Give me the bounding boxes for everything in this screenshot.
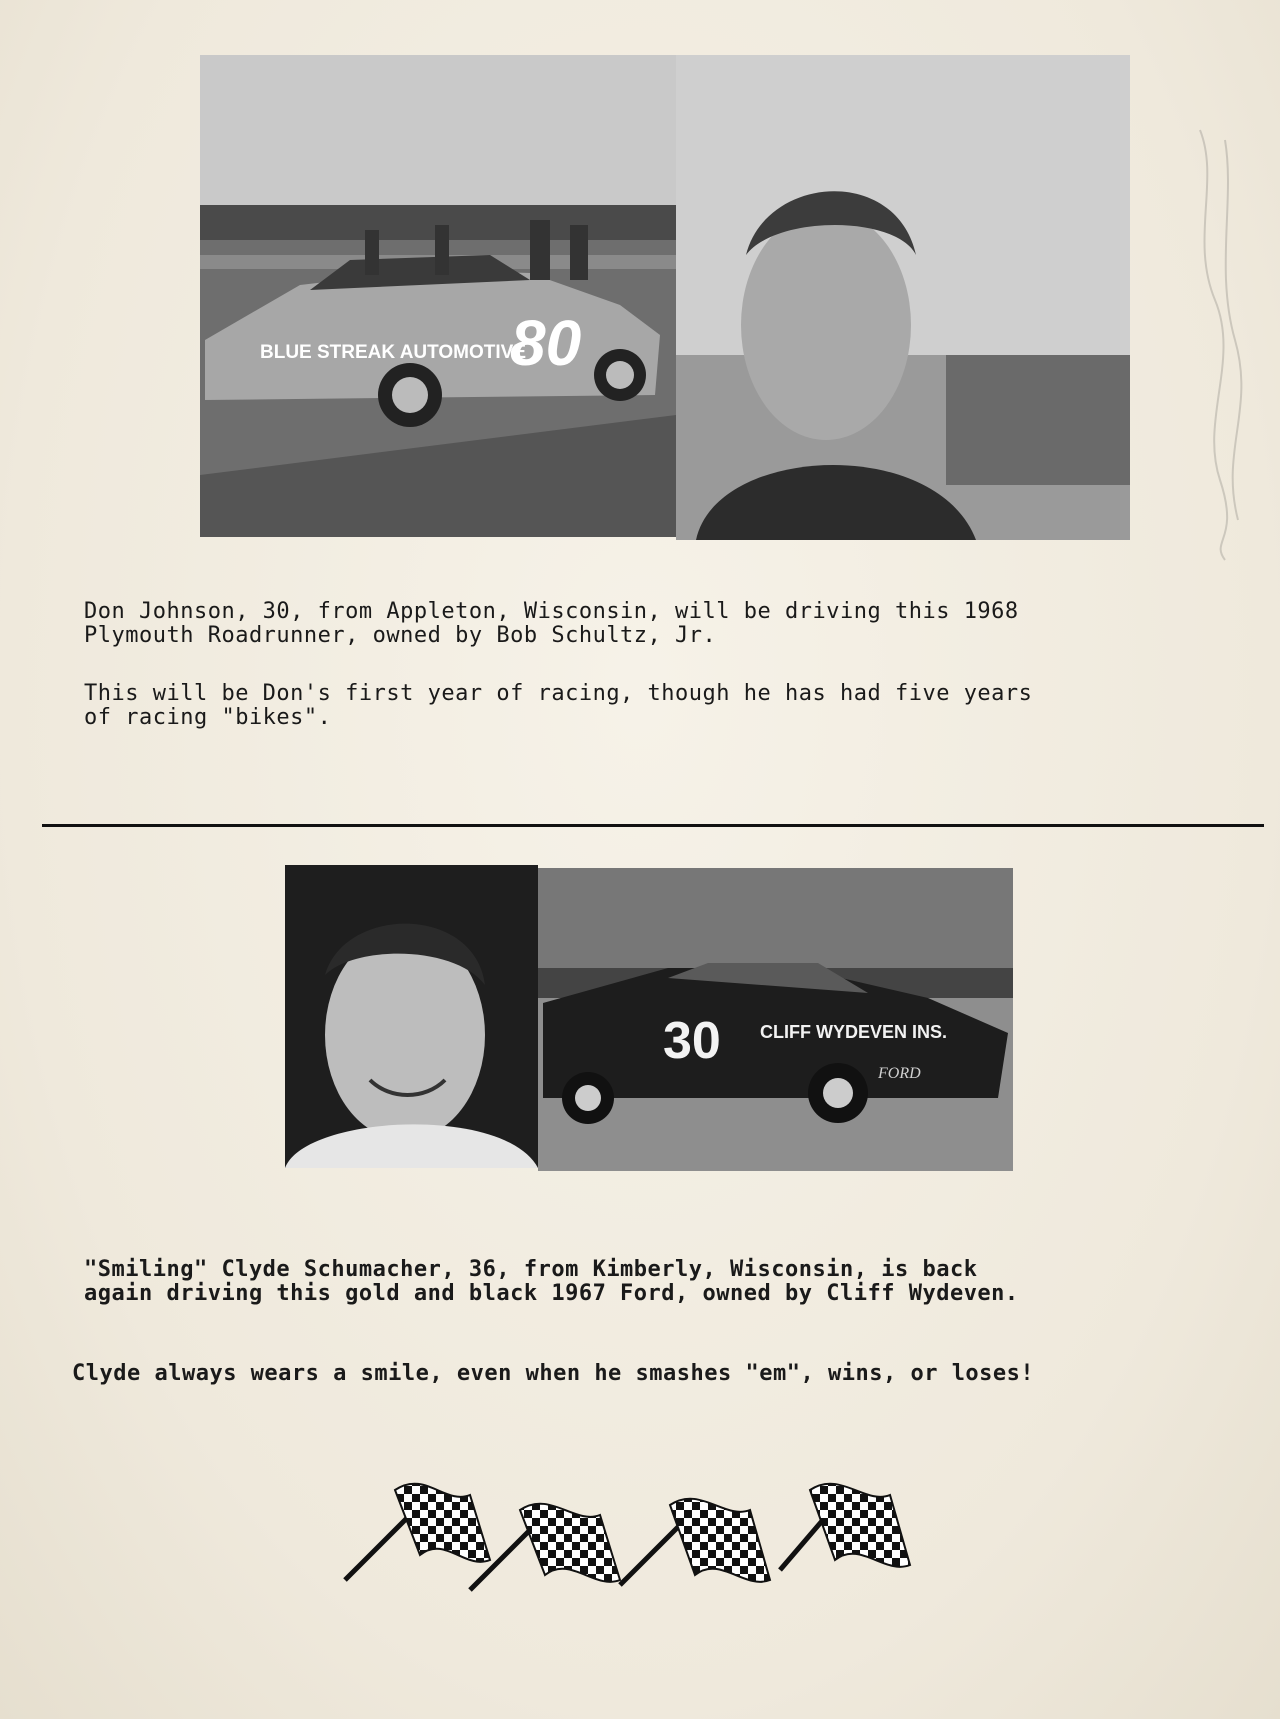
car-30-make: FORD: [878, 1065, 921, 1082]
margin-handwriting: [1180, 120, 1250, 570]
photo-portrait-clyde-schumacher: [285, 865, 538, 1168]
checkered-flags-decoration: [340, 1470, 940, 1620]
photo-car-80: [200, 55, 676, 537]
photo-car-30: [538, 868, 1013, 1171]
photo-portrait-don-johnson: [676, 55, 1130, 540]
caption-clyde-schumacher-1: "Smiling" Clyde Schumacher, 36, from Kimberly, Wisconsin, is back: [84, 1257, 978, 1282]
checkered-flag-icon: [345, 1484, 490, 1580]
checkered-flag-icon: [620, 1499, 770, 1585]
car-80-number: 80: [510, 307, 582, 379]
caption-clyde-schumacher-3: Clyde always wears a smile, even when he smashes "em", wins, or loses!: [72, 1361, 1035, 1386]
car-30-number: 30: [663, 1012, 721, 1070]
caption-don-johnson-1: Don Johnson, 30, from Appleton, Wisconsin, will be driving this 1968: [84, 599, 1019, 624]
caption-don-johnson-2: Plymouth Roadrunner, owned by Bob Schultz, Jr.: [84, 623, 717, 648]
caption-don-johnson-3: This will be Don's first year of racing, though he has had five years: [84, 681, 1033, 706]
checkered-flag-icon: [780, 1484, 910, 1570]
checkered-flag-icon: [470, 1504, 620, 1590]
car-30-sponsor: CLIFF WYDEVEN INS.: [760, 1022, 948, 1042]
caption-don-johnson-4: of racing "bikes".: [84, 705, 332, 730]
section-divider: [42, 824, 1264, 827]
car-80-sponsor: BLUE STREAK AUTOMOTIVE: [260, 342, 527, 363]
caption-clyde-schumacher-2: again driving this gold and black 1967 Ford, owned by Cliff Wydeven.: [84, 1281, 1019, 1306]
